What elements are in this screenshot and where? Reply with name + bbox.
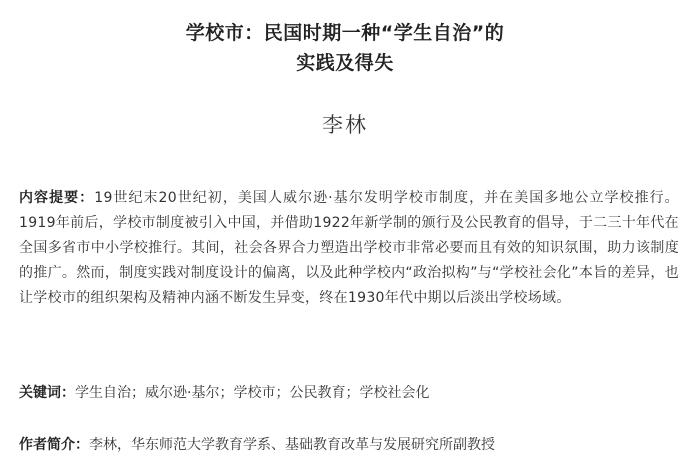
author-intro-label: 作者简介： (19, 437, 89, 453)
author-block (0, 110, 690, 140)
article-title-line-1: 学校市：民国时期一种“学生自治”的 (185, 22, 505, 44)
keywords-paragraph (19, 381, 679, 406)
abstract-paragraph (19, 186, 679, 311)
author-intro-paragraph (19, 433, 679, 458)
article-title (0, 18, 690, 78)
author-name: 李林 (316, 110, 374, 140)
keywords-label: 关键词： (19, 385, 75, 401)
abstract-text: 19世纪末20世纪初，美国人威尔逊·基尔发明学校市制度，并在美国多地公立学校推行。1919年前后，学校市制度被引入中国，并借助1922年新学制的颁行及公民教育的倡导，于二三十年代在全国多省市中小学校推行。其间，社会各界合力塑造出学校市非常必要而且有效的知识氛围，助力该制度的推广。然而，制度实践对制度设计的偏离，以及此种学校内“政治拟构”与“学校社会化”本旨的差异，也让学校市的组织架构及精神内涵不断发生异变，终在1930年代中期以后淡出学校场域。 (19, 190, 679, 306)
article-title-line-2: 实践及得失 (296, 52, 394, 74)
author-intro-text: 李林，华东师范大学教育学系、基础教育改革与发展研究所副教授 (89, 437, 495, 453)
abstract-label: 内容提要： (19, 190, 95, 206)
keywords-text: 学生自治；威尔逊·基尔；学校市；公民教育；学校社会化 (75, 385, 430, 401)
